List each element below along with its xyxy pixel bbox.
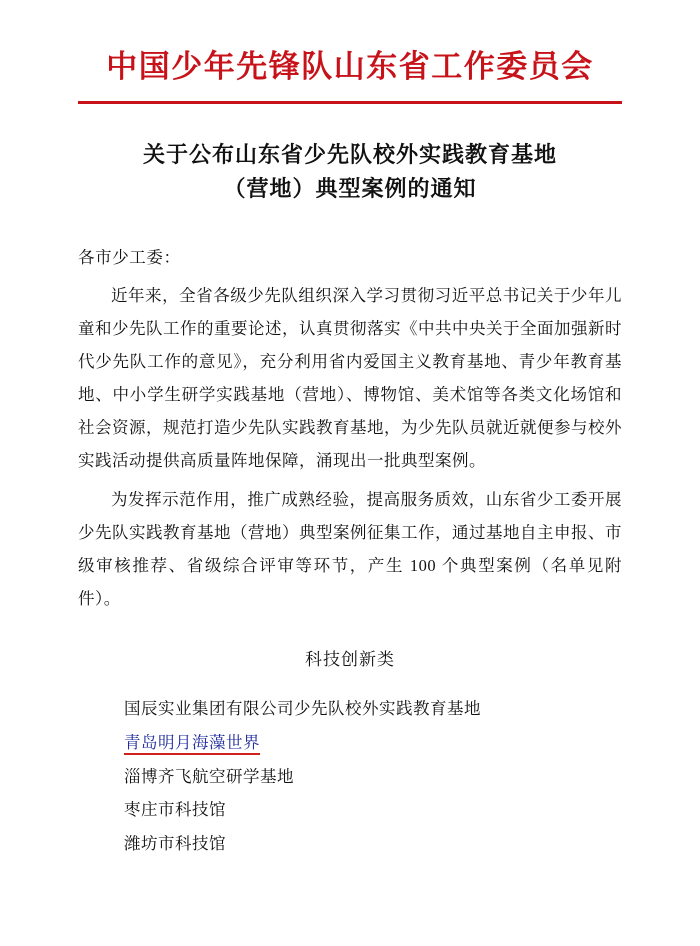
list-item <box>124 793 622 827</box>
list-item-label: 潍坊市科技馆 <box>124 834 226 854</box>
salutation: 各市少工委： <box>78 247 181 267</box>
list-item <box>124 726 622 760</box>
page-title-line-1: 关于公布山东省少先队校外实践教育基地 <box>142 141 557 167</box>
masthead-divider <box>78 101 622 104</box>
list-item-label: 国辰实业集团有限公司少先队校外实践教育基地 <box>124 698 481 718</box>
masthead-title: 中国少年先锋队山东省工作委员会 <box>106 49 594 85</box>
page-title <box>78 138 622 206</box>
section-heading: 科技创新类 <box>305 650 395 670</box>
case-list <box>78 692 622 861</box>
body-paragraph-2: 为发挥示范作用，推广成熟经验，提高服务质效，山东省少工委开展少先队实践教育基地（营地）典型案例征集工作，通过基地自主申报、市级审核推荐、省级综合评审等环节，产生 100 个典型案例（名单见附件）。 <box>78 490 622 609</box>
list-item <box>124 692 622 726</box>
list-item-label: 淄博齐飞航空研学基地 <box>124 766 294 786</box>
list-item <box>124 760 622 794</box>
masthead <box>78 0 622 104</box>
list-item <box>124 827 622 861</box>
list-item-label: 青岛明月海藻世界 <box>124 733 260 755</box>
list-item-label: 枣庄市科技馆 <box>124 800 226 820</box>
page-title-line-2: （营地）典型案例的通知 <box>223 175 477 201</box>
body-paragraph-1: 近年来，全省各级少先队组织深入学习贯彻习近平总书记关于少年儿童和少先队工作的重要论述，认真贯彻落实《中共中央关于全面加强新时代少先队工作的意见》，充分利用省内爱国主义教育基地、青少年教育基地、中小学生研学实践基地（营地）、博物馆、美术馆等各类文化场馆和社会资源，规范打造少先队实践教育基地，为少先队员就近就便参与校外实践活动提供高质量阵地保障，涌现出一批典型案例。 <box>78 286 622 471</box>
